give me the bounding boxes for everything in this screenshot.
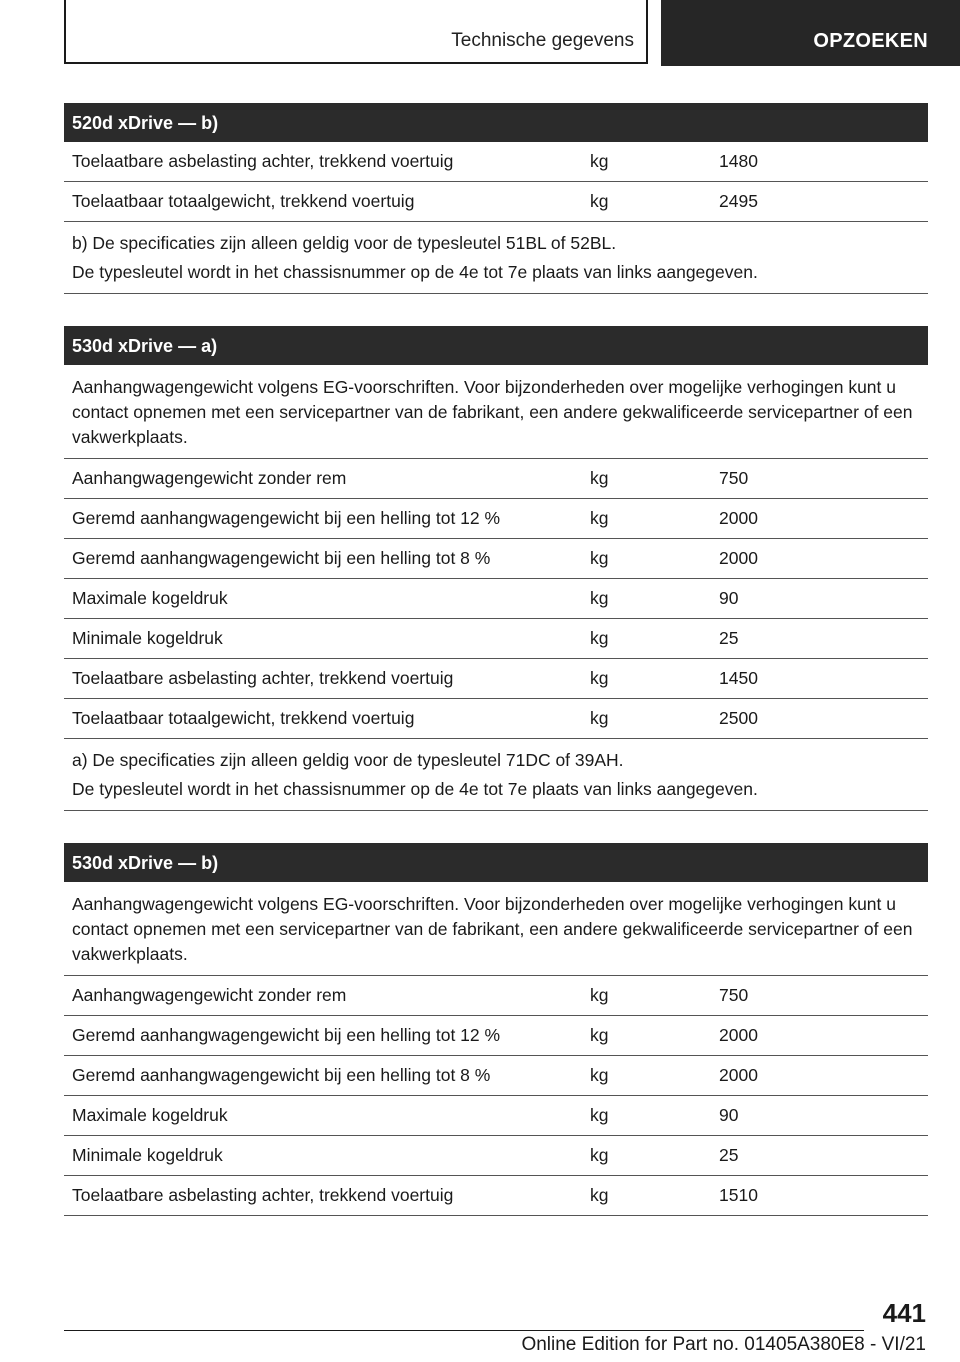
spec-section bbox=[64, 843, 928, 1216]
spec-label: Aanhangwagengewicht zonder rem bbox=[72, 985, 347, 1005]
spec-value: 2000 bbox=[719, 548, 758, 568]
spec-unit: kg bbox=[590, 588, 609, 608]
spec-value: 2000 bbox=[719, 508, 758, 528]
spec-value: 2000 bbox=[719, 1025, 758, 1045]
spec-label: Geremd aanhangwagengewicht bij een helling tot 8 % bbox=[72, 1065, 491, 1085]
spec-unit: kg bbox=[590, 985, 609, 1005]
footnote bbox=[64, 222, 928, 294]
table-row bbox=[64, 459, 928, 499]
spec-section bbox=[64, 103, 928, 294]
edition-info: Online Edition for Part no. 01405A380E8 - VI/21 bbox=[521, 1334, 926, 1355]
spec-label: Toelaatbare asbelasting achter, trekkend voertuig bbox=[72, 668, 454, 688]
footer-divider bbox=[64, 1330, 864, 1331]
spec-unit: kg bbox=[590, 668, 609, 688]
footnote-text: a) De specificaties zijn alleen geldig voor de typesleutel 71DC of 39AH. bbox=[72, 750, 624, 770]
spec-value: 90 bbox=[719, 588, 739, 608]
section-heading: 530d xDrive — a) bbox=[64, 326, 928, 365]
table-row bbox=[64, 182, 928, 222]
spec-value: 1450 bbox=[719, 668, 758, 688]
spec-unit: kg bbox=[590, 468, 609, 488]
spec-label: Toelaatbaar totaalgewicht, trekkend voertuig bbox=[72, 708, 415, 728]
spec-label: Toelaatbaar totaalgewicht, trekkend voertuig bbox=[72, 191, 415, 211]
spec-value: 1480 bbox=[719, 151, 758, 171]
section-title: Technische gegevens bbox=[451, 30, 634, 51]
spec-unit: kg bbox=[590, 191, 609, 211]
spec-value: 25 bbox=[719, 628, 739, 648]
spec-content bbox=[64, 103, 928, 1216]
spec-unit: kg bbox=[590, 1025, 609, 1045]
spec-label: Toelaatbare asbelasting achter, trekkend voertuig bbox=[72, 1185, 454, 1205]
table-row bbox=[64, 1056, 928, 1096]
table-row bbox=[64, 1136, 928, 1176]
spec-label: Minimale kogeldruk bbox=[72, 1145, 223, 1165]
spec-label: Geremd aanhangwagengewicht bij een helling tot 12 % bbox=[72, 508, 501, 528]
table-row bbox=[64, 579, 928, 619]
spec-label: Maximale kogeldruk bbox=[72, 1105, 228, 1125]
spec-unit: kg bbox=[590, 508, 609, 528]
section-heading: 530d xDrive — b) bbox=[64, 843, 928, 882]
section-description: Aanhangwagengewicht volgens EG-voorschriften. Voor bijzonderheden over mogelijke verhogingen kunt u contact opnemen met een servicepartner van de fabrikant, een andere gekwalificeerde servicepartner of een vakwerkplaats. bbox=[64, 365, 928, 459]
spec-label: Maximale kogeldruk bbox=[72, 588, 228, 608]
spec-unit: kg bbox=[590, 1185, 609, 1205]
spec-value: 2500 bbox=[719, 708, 758, 728]
search-tab-button[interactable] bbox=[661, 0, 960, 66]
spec-value: 90 bbox=[719, 1105, 739, 1125]
table-row bbox=[64, 499, 928, 539]
footnote bbox=[64, 739, 928, 811]
page-number: 441 bbox=[882, 1298, 926, 1328]
spec-value: 2495 bbox=[719, 191, 758, 211]
spec-value: 1510 bbox=[719, 1185, 758, 1205]
spec-label: Minimale kogeldruk bbox=[72, 628, 223, 648]
table-row bbox=[64, 539, 928, 579]
footnote-text: De typesleutel wordt in het chassisnummer op de 4e tot 7e plaats van links aangegeven. bbox=[72, 779, 758, 799]
table-row bbox=[64, 699, 928, 739]
table-row bbox=[64, 1176, 928, 1216]
spec-section bbox=[64, 326, 928, 811]
spec-label: Geremd aanhangwagengewicht bij een helling tot 8 % bbox=[72, 548, 491, 568]
table-row bbox=[64, 976, 928, 1016]
spec-unit: kg bbox=[590, 628, 609, 648]
spec-unit: kg bbox=[590, 1145, 609, 1165]
spec-unit: kg bbox=[590, 1105, 609, 1125]
section-heading: 520d xDrive — b) bbox=[64, 103, 928, 142]
spec-unit: kg bbox=[590, 151, 609, 171]
spec-unit: kg bbox=[590, 548, 609, 568]
footnote-text: b) De specificaties zijn alleen geldig voor de typesleutel 51BL of 52BL. bbox=[72, 233, 617, 253]
spec-unit: kg bbox=[590, 1065, 609, 1085]
section-description: Aanhangwagengewicht volgens EG-voorschriften. Voor bijzonderheden over mogelijke verhogingen kunt u contact opnemen met een servicepartner van de fabrikant, een andere gekwalificeerde servicepartner of een vakwerkplaats. bbox=[64, 882, 928, 976]
spec-value: 25 bbox=[719, 1145, 739, 1165]
spec-value: 2000 bbox=[719, 1065, 758, 1085]
table-row bbox=[64, 1016, 928, 1056]
table-row bbox=[64, 1096, 928, 1136]
section-tab[interactable] bbox=[64, 0, 648, 64]
spec-value: 750 bbox=[719, 985, 749, 1005]
spec-label: Aanhangwagengewicht zonder rem bbox=[72, 468, 347, 488]
footnote-text: De typesleutel wordt in het chassisnummer op de 4e tot 7e plaats van links aangegeven. bbox=[72, 262, 758, 282]
search-label: OPZOEKEN bbox=[813, 30, 928, 52]
table-row bbox=[64, 659, 928, 699]
table-row bbox=[64, 619, 928, 659]
spec-label: Geremd aanhangwagengewicht bij een helling tot 12 % bbox=[72, 1025, 501, 1045]
spec-value: 750 bbox=[719, 468, 749, 488]
spec-unit: kg bbox=[590, 708, 609, 728]
spec-label: Toelaatbare asbelasting achter, trekkend voertuig bbox=[72, 151, 454, 171]
table-row bbox=[64, 142, 928, 182]
page-header bbox=[0, 0, 960, 66]
